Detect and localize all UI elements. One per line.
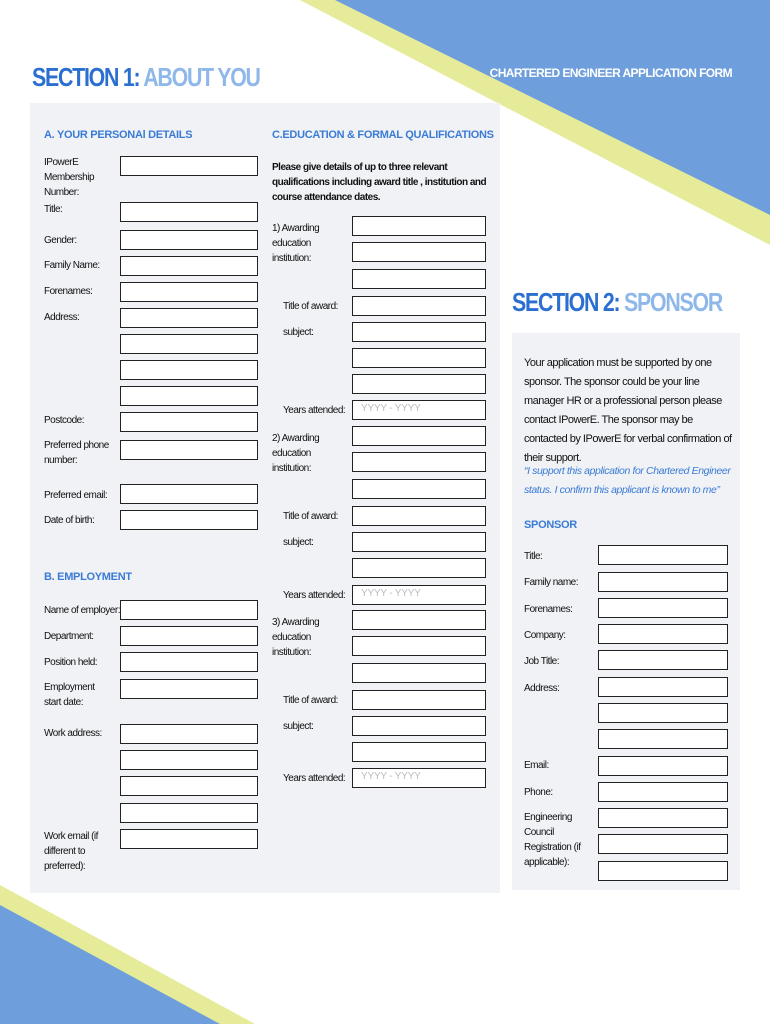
sponsor-phone-label: Phone:	[524, 787, 553, 798]
sponsor-email-label: Email:	[524, 760, 549, 771]
education-instructions: Please give details of up to three relevant qualifications including award title , institution and course attendance dates.	[272, 162, 487, 203]
sponsor-title-label: Title:	[524, 551, 543, 562]
award-title-3-input[interactable]	[352, 690, 486, 710]
employer-label: Name of employer:	[44, 605, 120, 616]
education-heading: C.EDUCATION & FORMAL QUALIFICATIONS	[272, 129, 494, 141]
dob-label: Date of birth:	[44, 515, 95, 526]
phone-input[interactable]	[120, 440, 258, 460]
subject-3-label: subject:	[283, 721, 314, 732]
dob-input[interactable]	[120, 510, 258, 530]
sponsor-heading: SPONSOR	[524, 519, 577, 531]
years-2-placeholder: YYYY - YYYY	[361, 588, 421, 599]
years-3-input[interactable]	[352, 768, 486, 788]
awarding-institution-3-input-2[interactable]	[352, 636, 486, 656]
years-1-input[interactable]	[352, 400, 486, 420]
work-email-input[interactable]	[120, 829, 258, 849]
years-3-placeholder: YYYY - YYYY	[361, 771, 421, 782]
membership-input[interactable]	[120, 156, 258, 176]
start-date-input[interactable]	[120, 679, 258, 699]
subject-1-input-1[interactable]	[352, 322, 486, 342]
awarding-institution-2-input-1[interactable]	[352, 426, 486, 446]
form-title: CHARTERED ENGINEER APPLICATION FORM	[489, 66, 732, 80]
subject-2-input-1[interactable]	[352, 532, 486, 552]
work-address-input-2[interactable]	[120, 750, 258, 770]
subject-2-input-2[interactable]	[352, 558, 486, 578]
sponsor-quote: “I support this application for Chartered Engineer status. I confirm this applicant is known to me”	[524, 465, 731, 496]
sponsor-address-label: Address:	[524, 683, 560, 694]
section2-name: SPONSOR	[624, 287, 723, 317]
department-label: Department:	[44, 631, 94, 642]
awarding-institution-3-label: 3) Awarding education institution:	[272, 617, 320, 658]
award-title-3-label: Title of award:	[283, 695, 338, 706]
section1-name: ABOUT YOU	[143, 62, 260, 92]
section2-number: SECTION 2:	[512, 287, 620, 317]
sponsor-address-input-3[interactable]	[598, 729, 728, 749]
sponsor-job-title-input[interactable]	[598, 650, 728, 670]
subject-3-input-2[interactable]	[352, 742, 486, 762]
section1-title	[32, 62, 260, 93]
years-1-label: Years attended:	[283, 405, 346, 416]
sponsor-ecr-label: Engineering Council Registration (if applicable):	[524, 812, 581, 868]
position-input[interactable]	[120, 652, 258, 672]
position-label: Position held:	[44, 657, 98, 668]
title-label: Title:	[44, 204, 63, 215]
work-address-input-1[interactable]	[120, 724, 258, 744]
department-input[interactable]	[120, 626, 258, 646]
address-input-2[interactable]	[120, 334, 258, 354]
start-date-label: Employment start date:	[44, 682, 95, 708]
sponsor-title-input[interactable]	[598, 545, 728, 565]
awarding-institution-1-label: 1) Awarding education institution:	[272, 223, 320, 264]
address-input-1[interactable]	[120, 308, 258, 328]
years-1-placeholder: YYYY - YYYY	[361, 403, 421, 414]
sponsor-ecr-input-2[interactable]	[598, 834, 728, 854]
subject-3-input-1[interactable]	[352, 716, 486, 736]
membership-label: IPowerE Membership Number:	[44, 157, 95, 198]
subject-1-input-3[interactable]	[352, 374, 486, 394]
section1-number: SECTION 1:	[32, 62, 140, 92]
awarding-institution-3-input-3[interactable]	[352, 663, 486, 683]
awarding-institution-1-input-2[interactable]	[352, 242, 486, 262]
award-title-1-input[interactable]	[352, 296, 486, 316]
address-input-3[interactable]	[120, 360, 258, 380]
award-title-1-label: Title of award:	[283, 301, 338, 312]
postcode-input[interactable]	[120, 412, 258, 432]
sponsor-address-input-2[interactable]	[598, 703, 728, 723]
awarding-institution-2-input-3[interactable]	[352, 479, 486, 499]
sponsor-ecr-input-1[interactable]	[598, 808, 728, 828]
phone-label: Preferred phone number:	[44, 440, 109, 466]
sponsor-email-input[interactable]	[598, 756, 728, 776]
subject-2-label: subject:	[283, 537, 314, 548]
years-3-label: Years attended:	[283, 773, 346, 784]
awarding-institution-1-input-1[interactable]	[352, 216, 486, 236]
address-label: Address:	[44, 312, 80, 323]
work-address-label: Work address:	[44, 728, 102, 739]
years-2-label: Years attended:	[283, 590, 346, 601]
awarding-institution-1-input-3[interactable]	[352, 269, 486, 289]
subject-1-label: subject:	[283, 327, 314, 338]
family-name-label: Family Name:	[44, 260, 100, 271]
awarding-institution-3-input-1[interactable]	[352, 610, 486, 630]
employer-input[interactable]	[120, 600, 258, 620]
section2-title	[512, 287, 722, 318]
gender-label: Gender:	[44, 235, 77, 246]
sponsor-forenames-input[interactable]	[598, 598, 728, 618]
email-input[interactable]	[120, 484, 258, 504]
sponsor-forenames-label: Forenames:	[524, 604, 573, 615]
subject-1-input-2[interactable]	[352, 348, 486, 368]
sponsor-job-title-label: Job Title:	[524, 656, 560, 667]
address-input-4[interactable]	[120, 386, 258, 406]
forenames-input[interactable]	[120, 282, 258, 302]
gender-input[interactable]	[120, 230, 258, 250]
years-2-input[interactable]	[352, 585, 486, 605]
award-title-2-input[interactable]	[352, 506, 486, 526]
work-email-label: Work email (if different to preferred):	[44, 831, 98, 872]
sponsor-ecr-input-3[interactable]	[598, 861, 728, 881]
sponsor-phone-input[interactable]	[598, 782, 728, 802]
forenames-label: Forenames:	[44, 286, 93, 297]
personal-details-heading: A. YOUR PERSONAl DETAILS	[44, 129, 193, 141]
sponsor-family-name-label: Family name:	[524, 577, 579, 588]
award-title-2-label: Title of award:	[283, 511, 338, 522]
work-address-input-4[interactable]	[120, 803, 258, 823]
postcode-label: Postcode:	[44, 415, 84, 426]
sponsor-address-input-1[interactable]	[598, 677, 728, 697]
work-address-input-3[interactable]	[120, 776, 258, 796]
title-input[interactable]	[120, 202, 258, 222]
email-label: Preferred email:	[44, 490, 108, 501]
sponsor-family-name-input[interactable]	[598, 572, 728, 592]
awarding-institution-2-input-2[interactable]	[352, 452, 486, 472]
awarding-institution-2-label: 2) Awarding education institution:	[272, 433, 320, 474]
sponsor-intro: Your application must be supported by one sponsor. The sponsor could be your line manager HR or a professional person please contact IPowerE. The sponsor may be contacted by IPowerE for verbal confirmation of their support.	[524, 357, 732, 464]
sponsor-company-input[interactable]	[598, 624, 728, 644]
family-name-input[interactable]	[120, 256, 258, 276]
sponsor-company-label: Company:	[524, 630, 566, 641]
employment-heading: B. EMPLOYMENT	[44, 571, 132, 583]
